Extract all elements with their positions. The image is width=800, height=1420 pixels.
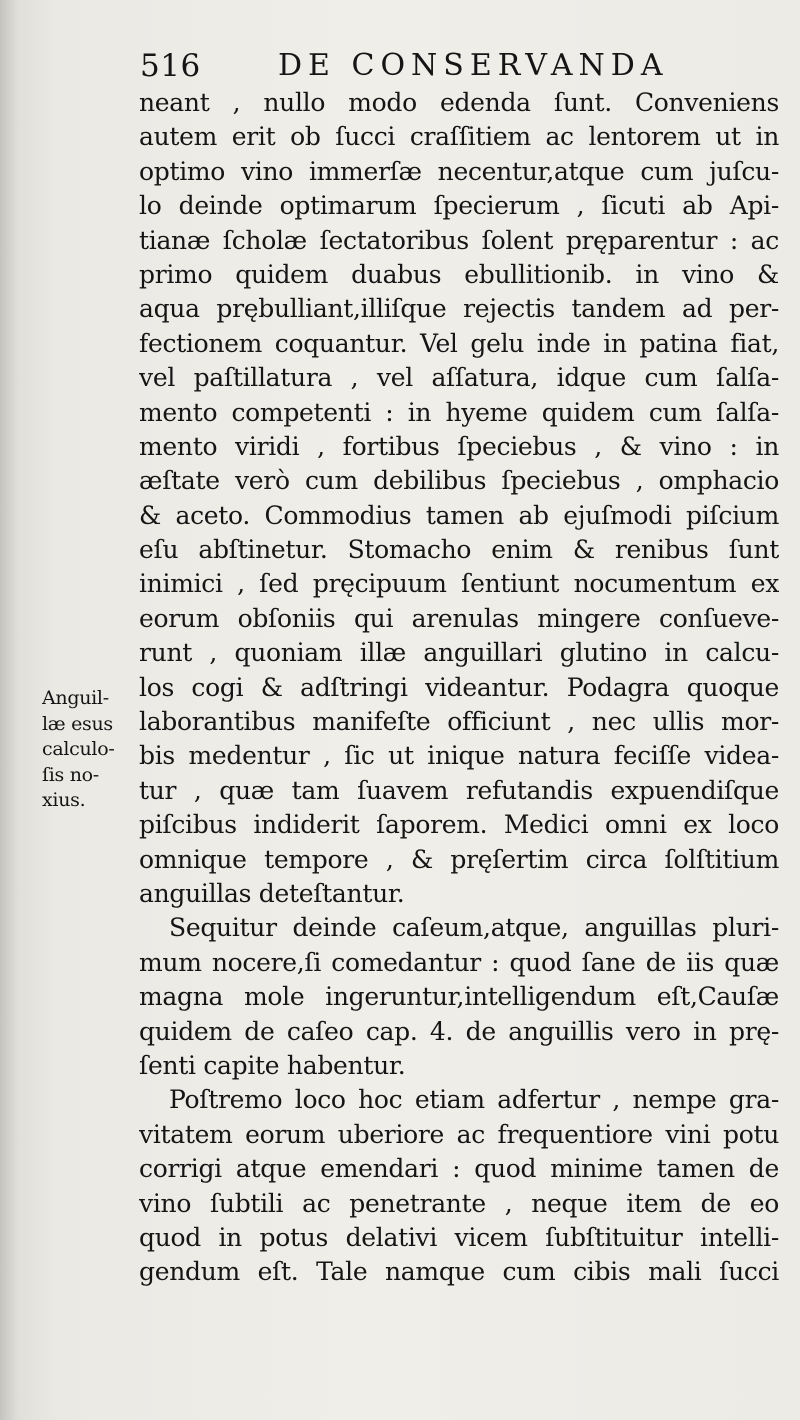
text-line: eſu abſtinetur. Stomacho enim & renibus ſunt — [139, 535, 779, 565]
text-line: primo quidem duabus ebullitionib. in vino & — [139, 259, 779, 289]
marginal-note-line: xius. — [42, 789, 86, 811]
text-line: autem erit ob ſucci craſſitiem ac lentorem ut in — [139, 122, 779, 152]
text-line: vel paſtillatura , vel aſſatura, idque cum ſalſa- — [139, 363, 779, 393]
text-line: & aceto. Commodius tamen ab ejuſmodi piſcium — [139, 500, 779, 530]
marginal-note-line: ſis no- — [42, 763, 99, 786]
text-line: vitatem eorum uberiore ac frequentiore vini potu — [139, 1119, 779, 1149]
text-line: fectionem coquantur. Vel gelu inde in patina fiat, — [139, 328, 779, 358]
text-line: quidem de caſeo cap. 4. de anguillis vero in prę- — [139, 1016, 779, 1046]
body-text — [139, 86, 779, 1290]
text-line: ſenti capite habentur. — [139, 1050, 406, 1080]
text-line: inimici , ſed pręcipuum ſentiunt nocumentum ex — [139, 569, 779, 599]
text-line: magna mole ingeruntur,intelligendum eſt,Cauſæ — [139, 982, 779, 1012]
text-line: runt , quoniam illæ anguillari glutino in calcu- — [139, 638, 779, 668]
text-line: mento viridi , fortibus ſpeciebus , & vino : in — [139, 431, 779, 461]
text-line: tianæ ſcholæ ſectatoribus ſolent pręparentur : ac — [139, 225, 779, 255]
text-line: aqua prębulliant,illiſque rejectis tandem ad per- — [139, 294, 779, 324]
text-line: tur , quæ tam ſuavem refutandis expuendiſque — [139, 775, 779, 805]
text-line: gendum eſt. Tale namque cum cibis mali ſucci — [139, 1257, 779, 1287]
binding-shadow — [0, 0, 18, 1420]
marginal-note-line: calculo- — [42, 738, 115, 760]
marginal-note-line: læ esus — [42, 712, 113, 735]
running-title: DE CONSERVANDA — [278, 48, 669, 83]
marginal-note-line: Anguil- — [42, 687, 109, 709]
text-line: los cogi & adſtringi videantur. Podagra quoque — [139, 672, 779, 702]
text-line: quod in potus delativi vicem ſubſtituitur intelli- — [139, 1222, 779, 1252]
text-line: vino ſubtili ac penetrante , neque item de eo — [139, 1188, 779, 1218]
text-line: corrigi atque emendari : quod minime tamen de — [139, 1154, 779, 1184]
text-line: Poſtremo loco hoc etiam adfertur , nempe gra- — [169, 1085, 779, 1115]
text-line: Sequitur deinde caſeum,atque, anguillas pluri- — [169, 913, 779, 943]
text-line: neant , nullo modo edenda ſunt. Conveniens — [139, 88, 779, 117]
text-line: mum nocere,ſi comedantur : quod ſane de iis quæ — [139, 947, 779, 977]
page-number: 516 — [140, 48, 201, 84]
text-line: mento competenti : in hyeme quidem cum ſalſa- — [139, 397, 779, 427]
text-line: anguillas deteſtantur. — [139, 878, 405, 908]
text-line: laborantibus manifeſte officiunt , nec ullis mor- — [139, 707, 779, 737]
text-line: omnique tempore , & pręſertim circa ſolſtitium — [139, 844, 779, 874]
text-line: piſcibus indiderit ſaporem. Medici omni ex loco — [139, 810, 779, 840]
marginal-note — [42, 686, 132, 814]
running-head — [140, 46, 780, 86]
text-line: optimo vino immerſæ necentur,atque cum juſcu- — [139, 156, 779, 186]
text-line: æſtate verò cum debilibus ſpeciebus , omphacio — [139, 466, 779, 496]
text-line: bis medentur , ſic ut inique natura feciſſe videa- — [139, 741, 779, 771]
text-line: eorum obſoniis qui arenulas mingere conſueve- — [139, 603, 779, 633]
text-line: lo deinde optimarum ſpecierum , ſicuti ab Api- — [139, 191, 779, 221]
